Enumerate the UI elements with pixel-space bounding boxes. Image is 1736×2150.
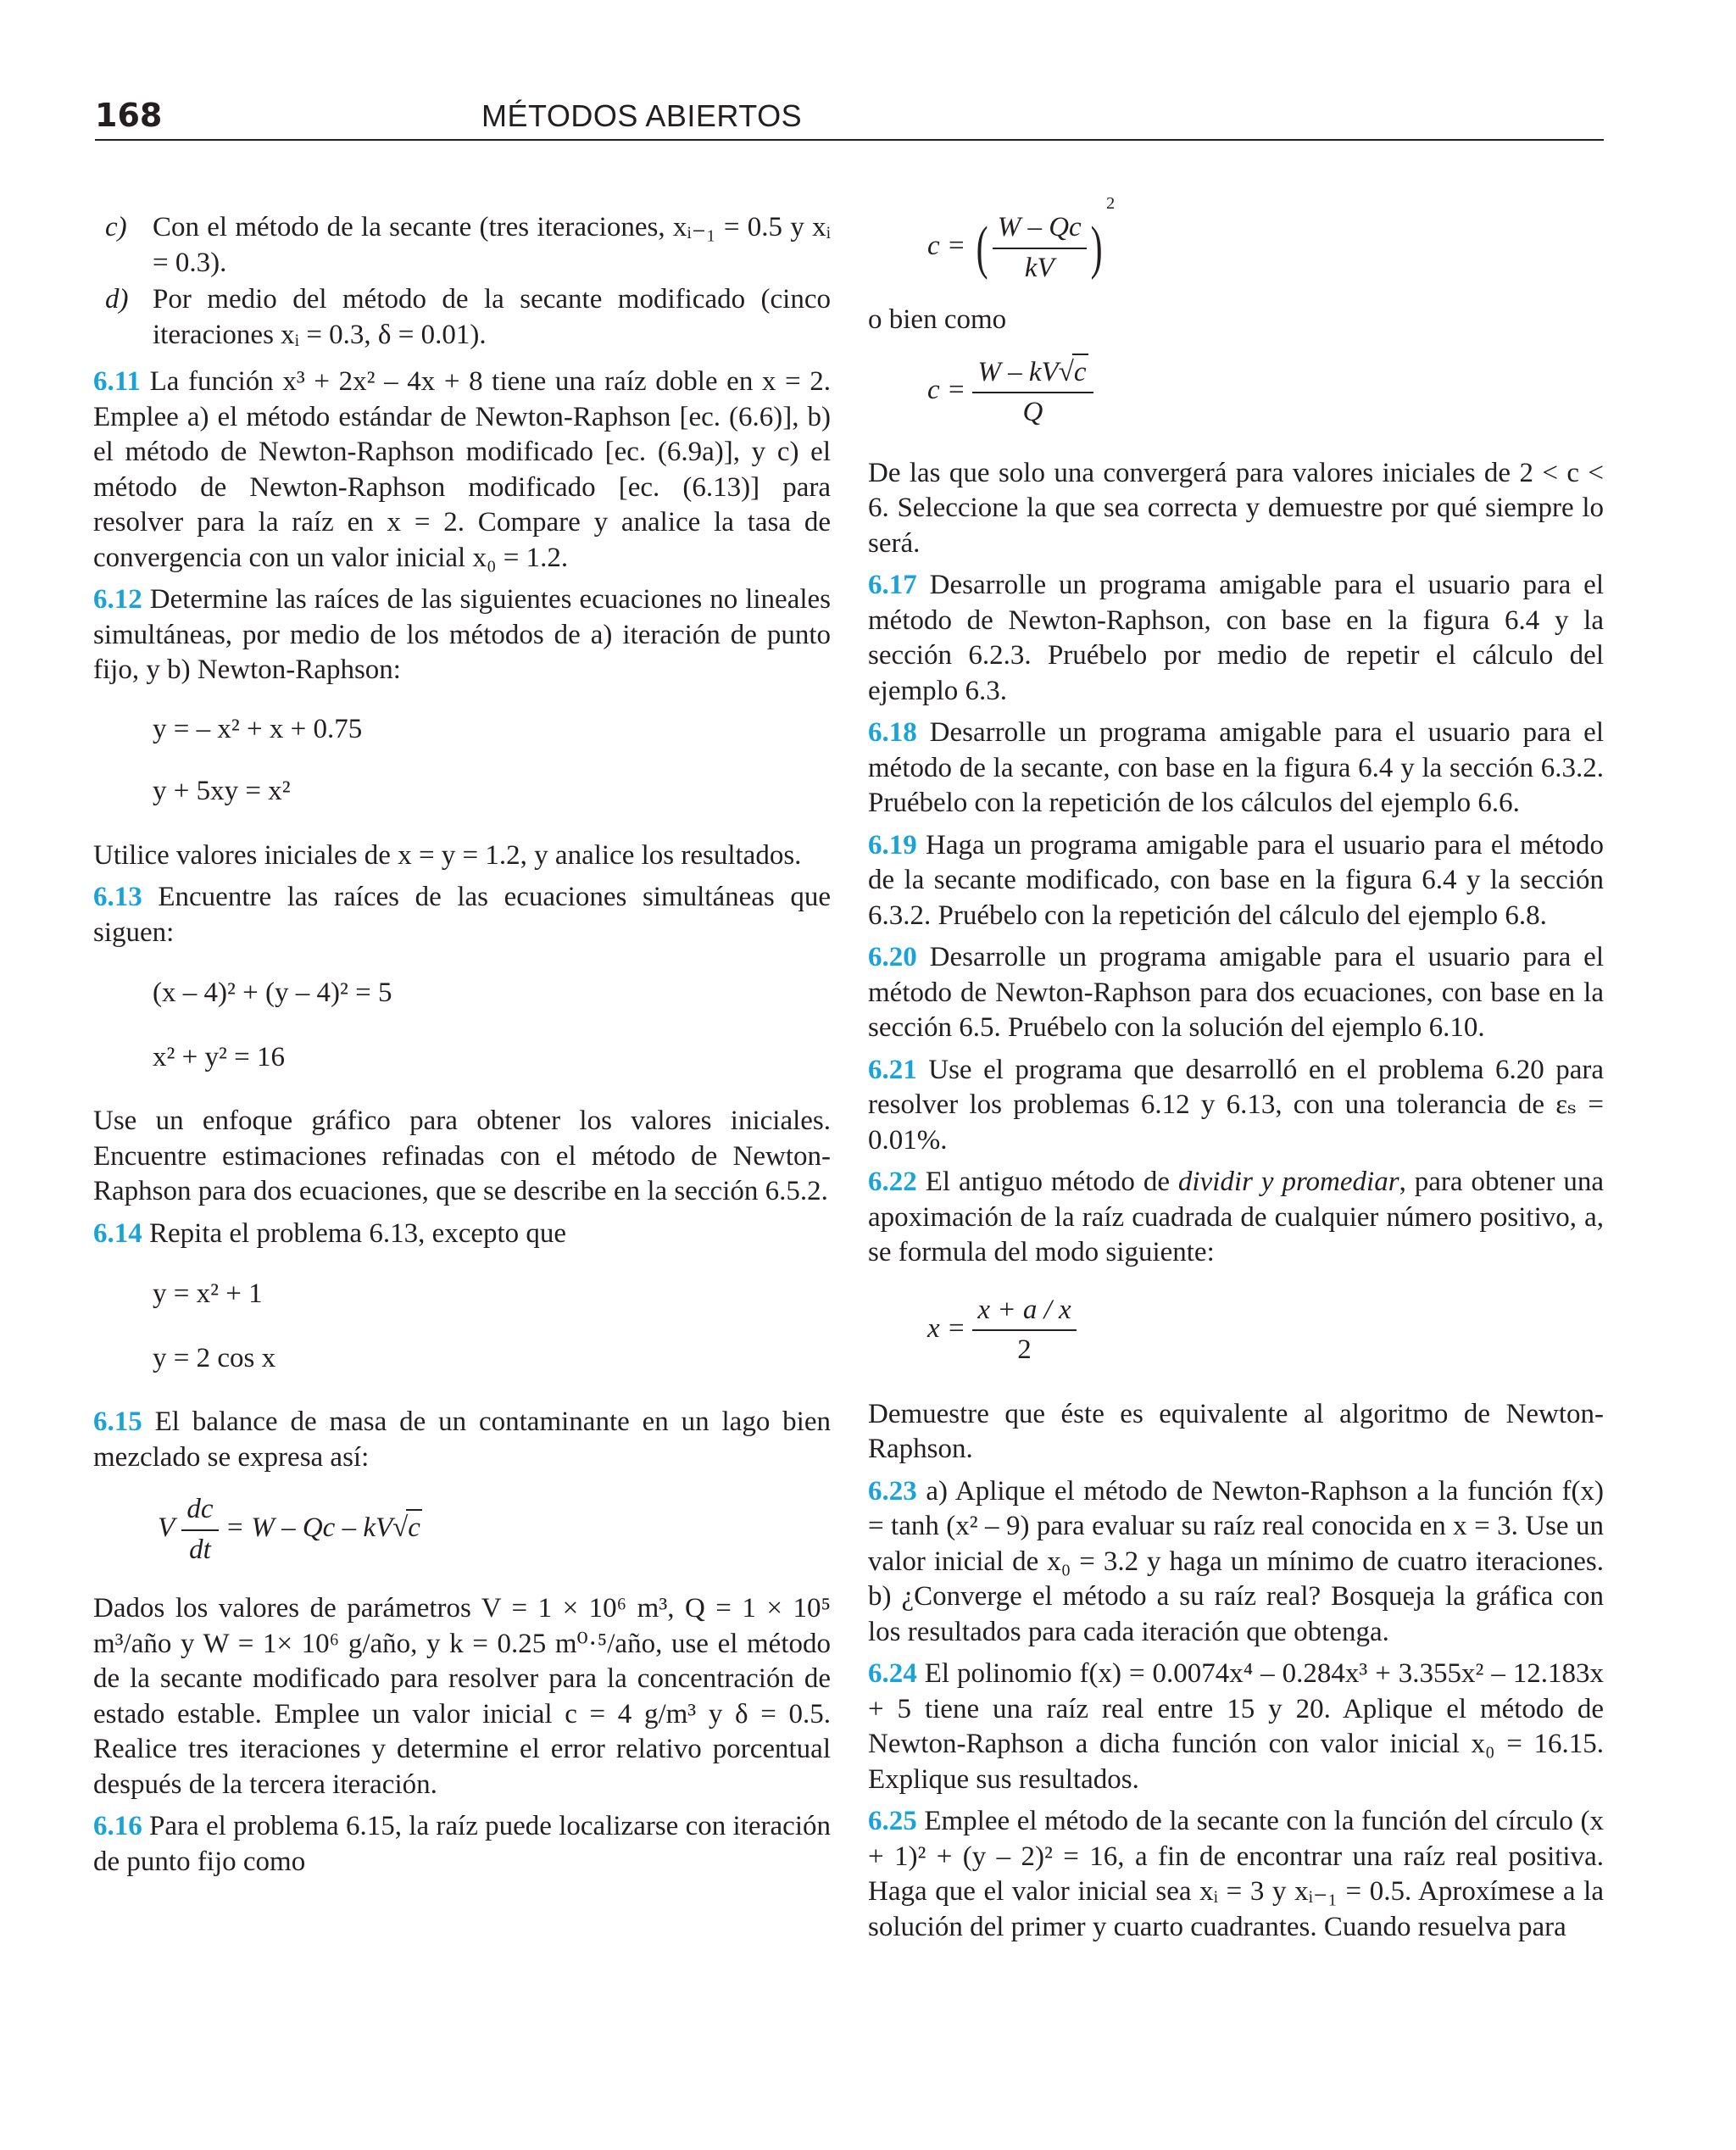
paragraph: Use un enfoque gráfico para obtener los valores iniciales. Encuentre estimaciones refinadas con el método de Newton-Raphson para dos ecuaciones, que se describe en la sección 6.5.2.: [93, 1106, 831, 1206]
problem-6-16: 6.16 Para el problema 6.15, la raíz puede localizarse con iteración de punto fijo como: [93, 1811, 831, 1877]
problem-6-12: 6.12 Determine las raíces de las siguientes ecuaciones no lineales simultáneas, por medio de los métodos de a) iteración de punto fijo, y b) Newton-Raphson:: [93, 584, 831, 685]
problem-number: 6.13: [93, 882, 142, 912]
problem-number: 6.17: [868, 570, 917, 600]
problem-6-13: 6.13 Encuentre las raíces de las ecuaciones simultáneas que siguen:: [93, 882, 832, 948]
equation: y + 5xy = x²: [153, 776, 291, 806]
problem-6-25: 6.25 Emplee el método de la secante con la función del círculo (x + 1)² + (y – 2)² = 16, a fin de encontrar una raíz real positiva. Haga que el valor inicial sea xᵢ = 3 y xᵢ₋₁ = 0.5. Aproxímese a la solución del primer y cuarto cuadrantes. Cuando resuelva para: [868, 1806, 1604, 1942]
equation-fixed-point-2: c = $\frac{W - kV√c}{Q}$: [868, 354, 1604, 431]
problem-number: 6.12: [93, 584, 142, 615]
problem-6-24: 6.24 El polinomio f(x) = 0.0074x⁴ – 0.284x³ + 3.355x² – 12.183x + 5 tiene una raíz real entre 15 y 20. Aplique el método de Newton-Raphson a dicha función con valor inicial x₀ = 16.15. Explique sus resultados.: [868, 1658, 1605, 1795]
problem-6-21: 6.21 Use el programa que desarrolló en el problema 6.20 para resolver los problemas 6.12 y 6.13, con una tolerancia de εₛ = 0.01%.: [868, 1054, 1604, 1156]
equation: y = 2 cos x: [153, 1342, 276, 1373]
problem-number: 6.14: [93, 1217, 142, 1249]
equation: x² + y² = 16: [153, 1041, 286, 1072]
problem-number: 6.20: [868, 942, 917, 972]
problem-6-22: 6.22 El antiguo método de dividir y promediar, para obtener una apoximación de la raíz cuadrada de cualquier número positivo, a, se formula del modo siguiente:: [868, 1167, 1605, 1267]
equation: y = x² + 1: [153, 1278, 263, 1309]
problem-6-17: 6.17 Desarrolle un programa amigable para el usuario para el método de Newton-Raphson, con base en la figura 6.4 y la sección 6.2.3. Pruébelo por medio de repetir el cálculo del ejemplo 6.3.: [868, 570, 1604, 706]
problem-6-15: 6.15 El balance de masa de un contaminante en un lago bien mezclado se expresa así:: [93, 1406, 831, 1473]
paragraph: Utilice valores iniciales de x = y = 1.2, y analice los resultados.: [93, 839, 802, 871]
problem-6-19: 6.19 Haga un programa amigable para el usuario para el método de la secante modificado, con base en la figura 6.4 y la sección 6.3.2. Pruébelo con la repetición del cálculo del ejemplo 6.8.: [868, 829, 1605, 931]
problem-number: 6.21: [868, 1054, 917, 1085]
equation-divide-average: x = $\frac{x + a / x}{2}$: [868, 1293, 1604, 1368]
paragraph: Demuestre que éste es equivalente al algoritmo de Newton-Raphson.: [868, 1398, 1604, 1464]
problem-6-10-d: d) Por medio del método de la secante modificado (cinco iteraciones xᵢ = 0.3, δ = 0.01).: [105, 284, 831, 350]
problem-number: 6.24: [868, 1658, 917, 1689]
problem-6-10-c: c) Con el método de la secante (tres iteraciones, xᵢ₋₁ = 0.5 y xᵢ = 0.3).: [105, 212, 831, 278]
problem-number: 6.19: [868, 829, 917, 861]
equation: (x – 4)² + (y – 4)² = 5: [153, 978, 392, 1008]
problem-number: 6.11: [93, 366, 141, 397]
problem-6-23: 6.23 a) Aplique el método de Newton-Raphson a la función f(x) = tanh (x² – 9) para evaluar su raíz real conocida en x = 3. Use un valor inicial de x₀ = 3.2 y haga un mínimo de cuatro iteraciones. b) ¿Converge el método a su raíz real? Bosqueja la gráfica con los resultados para cada iteración que obtenga.: [868, 1475, 1605, 1647]
problem-6-14: 6.14 Repita el problema 6.13, excepto que: [93, 1217, 567, 1249]
page-header: [95, 95, 1604, 141]
problem-6-20: 6.20 Desarrolle un programa amigable para el usuario para el método de Newton-Raphson para dos ecuaciones, con base en la sección 6.5. Pruébelo con la solución del ejemplo 6.10.: [868, 942, 1604, 1043]
problem-number: 6.25: [868, 1806, 917, 1836]
problem-number: 6.22: [868, 1167, 917, 1197]
paragraph: Dados los valores de parámetros V = 1 × 10⁶ m³, Q = 1 × 10⁵ m³/año y W = 1× 10⁶ g/año, y k = 0.25 m⁰·⁵/año, use el método de la secante modificado para resolver para la concentración de estado estable. Emplee un valor inicial c = 4 g/m³ y δ = 0.5. Realice tres iteraciones y determine el error relativo porcentual después de la tercera iteración.: [93, 1593, 831, 1800]
problem-number: 6.18: [868, 717, 917, 748]
problem-number: 6.15: [93, 1406, 142, 1437]
running-title: MÉTODOS ABIERTOS: [481, 98, 803, 133]
problem-number: 6.16: [93, 1811, 142, 1841]
problem-6-18: 6.18 Desarrolle un programa amigable para el usuario para el método de la secante, con base en la figura 6.4 y la sección 6.3.2. Pruébelo con la repetición de los cálculos del ejemplo 6.6.: [868, 717, 1604, 818]
right-column: [868, 194, 1605, 1952]
equation: y = – x² + x + 0.75: [153, 713, 363, 744]
equation-mass-balance: V $\frac{dc}{dt}$ = W – Qc – kV√c: [93, 1492, 831, 1568]
problem-6-11: 6.11 La función x³ + 2x² – 4x + 8 tiene una raíz doble en x = 2. Emplee a) el método estándar de Newton-Raphson [ec. (6.6)], b) el método de Newton-Raphson modificado [ec. (6.9a)], y c) el método de Newton-Raphson modificado [ec. (6.13)] para resolver para la raíz en x = 2. Compare y analice la tasa de convergencia con un valor inicial x₀ = 1.2.: [93, 366, 832, 573]
equation-fixed-point-1: c = ( $\frac{W - Qc}{kV}$ )$^2$: [927, 194, 1116, 283]
page-number: 168: [95, 97, 163, 134]
left-column: [93, 210, 831, 1886]
derivative-fraction: $\frac{dc}{dt}$: [181, 1492, 218, 1568]
paragraph: De las que solo una convergerá para valores iniciales de 2 < c < 6. Seleccione la que sea correcta y demuestre por qué siempre lo será.: [868, 457, 1604, 559]
paragraph: o bien como: [868, 304, 1007, 335]
problem-number: 6.23: [868, 1475, 917, 1507]
